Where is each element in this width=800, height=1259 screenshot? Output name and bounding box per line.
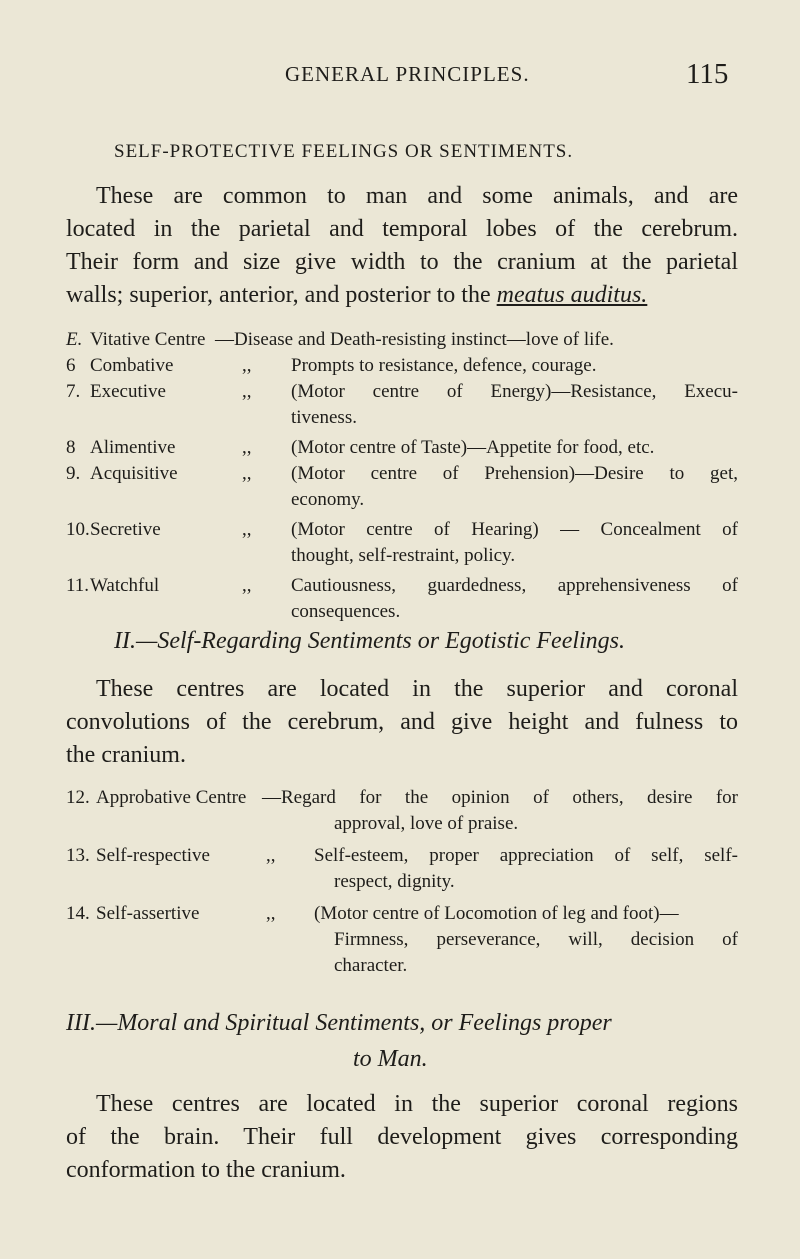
entry-name: Self-respective	[96, 845, 210, 866]
ditto-mark: ,,	[242, 437, 252, 458]
intro-line: Their form and size give width to the cranium at the parietal	[66, 249, 738, 275]
entry-desc: (Motor centre of Locomotion of leg and foot)—	[314, 903, 679, 924]
ditto-mark: ,,	[242, 519, 252, 540]
section-3-paragraph	[66, 1088, 738, 1187]
entry-desc: —Disease and Death-resisting instinct—love of life.	[215, 329, 614, 350]
entry-name: Vitative Centre	[90, 329, 206, 350]
entry-desc-cont: economy.	[291, 489, 365, 510]
running-title: GENERAL PRINCIPLES.	[285, 62, 530, 86]
entry-label: 14.	[66, 903, 90, 924]
list-item	[66, 785, 738, 811]
list-item	[66, 435, 738, 461]
entry-desc: (Motor centre of Hearing) — Concealment of	[291, 519, 738, 540]
page-number: 115	[686, 58, 729, 90]
entry-desc: (Motor centre of Prehension)—Desire to get,	[291, 463, 738, 484]
entry-label: 6	[66, 355, 76, 376]
entry-desc: —Regard for the opinion of others, desire for	[262, 787, 738, 808]
entry-desc: Prompts to resistance, defence, courage.	[291, 355, 597, 376]
section-heading: SELF-PROTECTIVE FEELINGS OR SENTIMENTS.	[114, 141, 574, 162]
list-item-cont	[66, 543, 738, 569]
entry-desc-cont: Firmness, perseverance, will, decision of	[334, 929, 738, 950]
list-item	[66, 573, 738, 599]
ditto-mark: ,,	[242, 381, 252, 402]
entry-desc-cont: consequences.	[291, 601, 401, 622]
list-item-cont	[66, 953, 738, 979]
entry-label: 8	[66, 437, 76, 458]
entry-name: Executive	[90, 381, 166, 402]
ditto-mark: ,,	[266, 903, 276, 924]
list-item	[66, 843, 738, 869]
entry-label: 10.	[66, 519, 90, 540]
list-item-cont	[66, 869, 738, 895]
entry-desc-cont: character.	[334, 955, 408, 976]
entry-label: 7.	[66, 381, 81, 402]
list-item	[66, 379, 738, 405]
para-line: conformation to the cranium.	[66, 1157, 346, 1183]
ditto-mark: ,,	[242, 575, 252, 596]
entry-name: Acquisitive	[90, 463, 178, 484]
entry-desc: (Motor centre of Taste)—Appetite for food, etc.	[291, 437, 655, 458]
entry-desc-cont: thought, self-restraint, policy.	[291, 545, 516, 566]
entry-label: 12.	[66, 787, 90, 808]
entry-desc-cont: respect, dignity.	[334, 871, 455, 892]
para-line: of the brain. Their full development gives corresponding	[66, 1124, 738, 1150]
intro-line: located in the parietal and temporal lobes of the cerebrum.	[66, 216, 738, 242]
list-item	[66, 353, 738, 379]
list-item-cont	[66, 405, 738, 431]
intro-line: These are common to man and some animals, and are	[96, 183, 738, 209]
entry-name: Secretive	[90, 519, 161, 540]
entry-name: Self-assertive	[96, 903, 200, 924]
entry-desc: Self-esteem, proper appreciation of self, self-	[314, 845, 738, 866]
intro-last-prefix: walls; superior, anterior, and posterior to the	[66, 282, 491, 308]
entry-name: Alimentive	[90, 437, 176, 458]
entry-desc-cont: approval, love of praise.	[334, 813, 519, 834]
para-line: the cranium.	[66, 742, 186, 768]
list-item-cont	[66, 599, 738, 625]
entry-label: E.	[66, 329, 83, 350]
self-protective-list	[66, 327, 738, 625]
ditto-mark: ,,	[242, 463, 252, 484]
entry-label: 13.	[66, 845, 90, 866]
para-line: These centres are located in the superior coronal regions	[96, 1091, 738, 1117]
section-3-heading-line1: III.—Moral and Spiritual Sentiments, or Feelings proper	[66, 1010, 612, 1036]
list-item	[66, 327, 738, 353]
entry-desc: (Motor centre of Energy)—Resistance, Execu-	[291, 381, 738, 402]
ditto-mark: ,,	[266, 845, 276, 866]
list-item-cont	[66, 487, 738, 513]
entry-label: 9.	[66, 463, 81, 484]
list-item-cont	[66, 811, 738, 837]
section-3-heading-line2: to Man.	[353, 1046, 428, 1072]
ditto-mark: ,,	[242, 355, 252, 376]
list-item	[66, 461, 738, 487]
entry-name: Combative	[90, 355, 174, 376]
list-item-cont	[66, 927, 738, 953]
para-line: These centres are located in the superior and coronal	[96, 676, 738, 702]
list-item	[66, 517, 738, 543]
entry-label: 11.	[66, 575, 90, 596]
section-2-paragraph	[66, 673, 738, 772]
intro-line	[66, 279, 738, 312]
entry-desc: Cautiousness, guardedness, apprehensiveness of	[291, 575, 738, 596]
entry-name: Watchful	[90, 575, 160, 596]
intro-paragraph	[66, 180, 738, 312]
list-item	[66, 901, 738, 927]
entry-desc-cont: tiveness.	[291, 407, 357, 428]
section-2-heading: II.—Self-Regarding Sentiments or Egotistic Feelings.	[114, 628, 626, 654]
entry-name: Approbative Centre	[96, 787, 247, 808]
latin-term: meatus auditus.	[496, 282, 648, 308]
self-regarding-list	[66, 785, 738, 979]
para-line: convolutions of the cerebrum, and give height and fulness to	[66, 709, 738, 735]
